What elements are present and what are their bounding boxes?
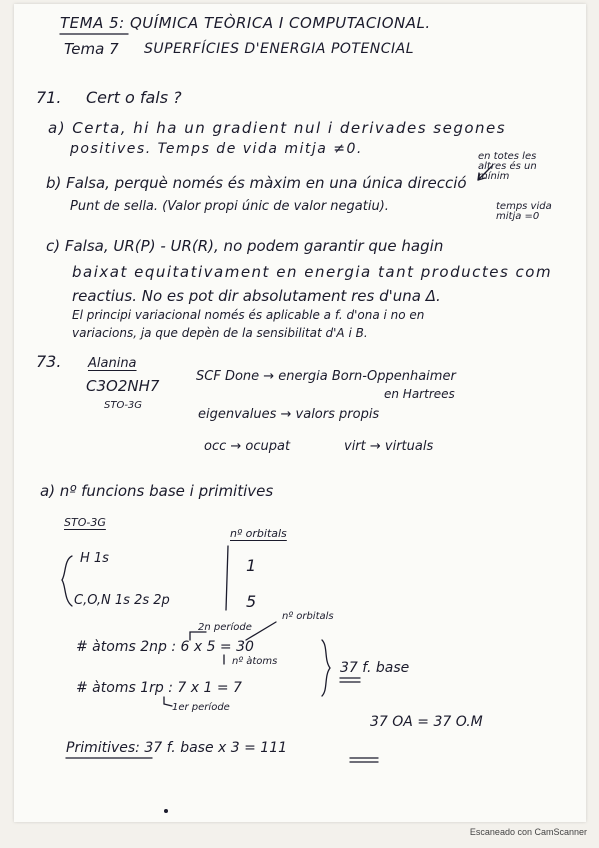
answer-c-line4: El principi variacional només és aplicable a f. d'ona i no en xyxy=(72,308,425,322)
row-second-period: C,O,N 1s 2s 2p xyxy=(74,593,170,608)
answer-b-side-note: en totes les altres és un mínim xyxy=(478,151,537,182)
virtual-note: virt → virtuals xyxy=(344,439,434,454)
total-underline xyxy=(350,758,378,762)
scanner-watermark: Escaneado con CamScanner xyxy=(469,827,587,837)
part-a-title: a) nº funcions base i primitives xyxy=(40,482,274,500)
result-underline xyxy=(340,678,360,682)
annotation-orbitals: nº orbitals xyxy=(282,611,334,622)
row-hydrogen: H 1s xyxy=(80,551,109,566)
period-arrow xyxy=(190,632,206,640)
table-divider xyxy=(226,546,228,610)
header-prefix: Tema 7 xyxy=(64,40,119,58)
header-title: SUPERFÍCIES D'ENERGIA POTENCIAL xyxy=(144,41,415,57)
answer-a-line2: positives. Temps de vida mitja ≠0. xyxy=(70,141,363,157)
occupied-note: occ → ocupat xyxy=(204,439,291,454)
eigenvalues-note: eigenvalues → valors propis xyxy=(198,407,380,422)
table-orbitals-header: nº orbitals xyxy=(230,527,287,540)
answer-c-line3: reactius. No es pot dir absolutament res d'una Δ. xyxy=(72,287,441,305)
calc-first-period: # àtoms 1rp : 7 x 1 = 7 xyxy=(76,680,242,696)
first-period-arrow xyxy=(164,697,172,706)
annotation-first-period: 1er període xyxy=(172,702,230,713)
basis-function-total: 37 f. base xyxy=(340,660,410,676)
answer-c-line2: baixat equitativament en energia tant productes com xyxy=(72,263,553,281)
row-hydrogen-count: 1 xyxy=(246,556,257,575)
answer-b-line1: b) Falsa, perquè només és màxim en una única direcció xyxy=(46,174,467,192)
answer-b-lifetime-note: temps vida mitja =0 xyxy=(496,201,552,222)
annotation-second-period: 2n període xyxy=(198,622,252,633)
answer-c-line5: variacions, ja que depèn de la sensibilitat d'A i B. xyxy=(72,326,368,340)
header-topic-line: TEMA 5: QUÍMICA TEÒRICA I COMPUTACIONAL. xyxy=(60,14,431,32)
annotation-atoms: nº àtoms xyxy=(232,656,278,667)
question-71-prompt: Cert o fals ? xyxy=(86,88,182,107)
question-73-number: 73. xyxy=(36,352,62,371)
stray-dot xyxy=(164,809,168,813)
basis-set-label: STO-3G xyxy=(104,400,143,411)
primitives-result: Primitives: 37 f. base x 3 = 111 xyxy=(66,740,288,756)
question-71-number: 71. xyxy=(36,88,62,107)
answer-b-line2: Punt de sella. (Valor propi únic de valor negatiu). xyxy=(70,199,389,214)
row-second-period-count: 5 xyxy=(246,592,257,611)
orbital-equivalence: 37 OA = 37 O.M xyxy=(370,714,483,730)
calc-second-period: # àtoms 2np : 6 x 5 = 30 xyxy=(76,639,254,655)
molecule-formula: C3O2NH7 xyxy=(86,377,160,395)
table-basis-label: STO-3G xyxy=(64,516,106,529)
curly-brace xyxy=(62,556,72,606)
answer-c-line1: c) Falsa, UR(P) - UR(R), no podem garantir que hagin xyxy=(46,237,444,255)
orbitals-arrow xyxy=(246,622,276,640)
molecule-name: Alanina xyxy=(88,356,137,371)
result-brace xyxy=(322,640,330,696)
scf-units-note: en Hartrees xyxy=(384,387,455,401)
answer-a-line1: a) Certa, hi ha un gradient nul i derivades segones xyxy=(48,119,507,137)
scf-note: SCF Done → energia Born-Oppenhaimer xyxy=(196,369,456,384)
